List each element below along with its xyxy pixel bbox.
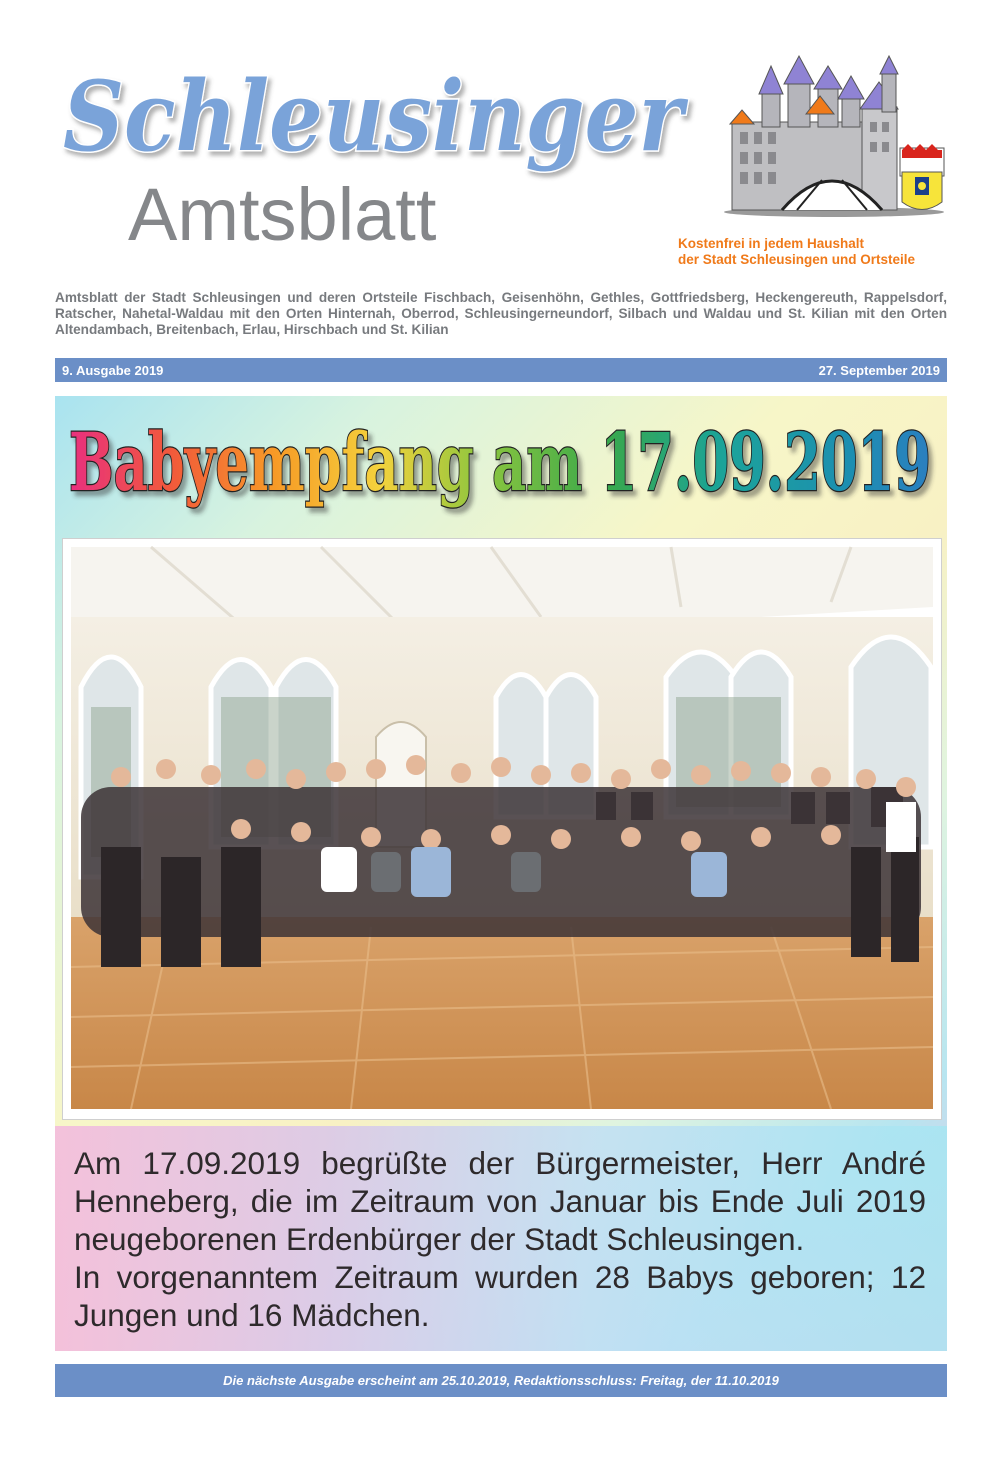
masthead-script-text: Schleusinger xyxy=(63,60,689,173)
cover-panel xyxy=(55,396,947,1351)
intro-paragraph: Amtsblatt der Stadt Schleusingen und deren Ortsteile Fischbach, Geisenhöhn, Gethles, Gottfriedsberg, Heckengereuth, Rappelsdorf, Ratscher, Nahetal-Waldau mit den Orten Hinternah, Oberrod, Schleusingerneundorf, Silbach und Waldau und St. Kilian mit den Orten Altendambach, Breitenbach, Erlau, Hirschbach und St. Kilian xyxy=(55,290,947,337)
article-paragraph-2: In vorgenanntem Zeitraum wurden 28 Babys geboren; 12 Jungen und 16 Mädchen. xyxy=(74,1259,926,1333)
headline xyxy=(55,408,947,518)
issue-date: 27. September 2019 xyxy=(818,363,940,378)
group-photo xyxy=(71,547,933,1109)
article-paragraph-1: Am 17.09.2019 begrüßte der Bürgermeister, Herr André Henneberg, die im Zeitraum von Januar bis Ende Juli 2019 neugeborenen Erdenbürger der Stadt Schleusingen. xyxy=(74,1145,926,1257)
masthead-script-title xyxy=(55,48,695,178)
issue-bar xyxy=(55,358,947,382)
tagline-line1: Kostenfrei in jedem Haushalt xyxy=(678,236,865,251)
headline-text: Babyempfang am 17.09.2019 xyxy=(69,415,931,509)
footer-bar: Die nächste Ausgabe erscheint am 25.10.2019, Redaktionsschluss: Freitag, der 11.10.2019 xyxy=(55,1364,947,1397)
town-castle-logo xyxy=(722,52,952,220)
tagline xyxy=(678,236,958,268)
group-photo-frame xyxy=(62,538,942,1120)
tagline-line2: der Stadt Schleusingen und Ortsteile xyxy=(678,252,916,267)
article-text xyxy=(74,1144,926,1334)
masthead-title: Amtsblatt xyxy=(128,173,437,256)
issue-number: 9. Ausgabe 2019 xyxy=(62,363,164,378)
